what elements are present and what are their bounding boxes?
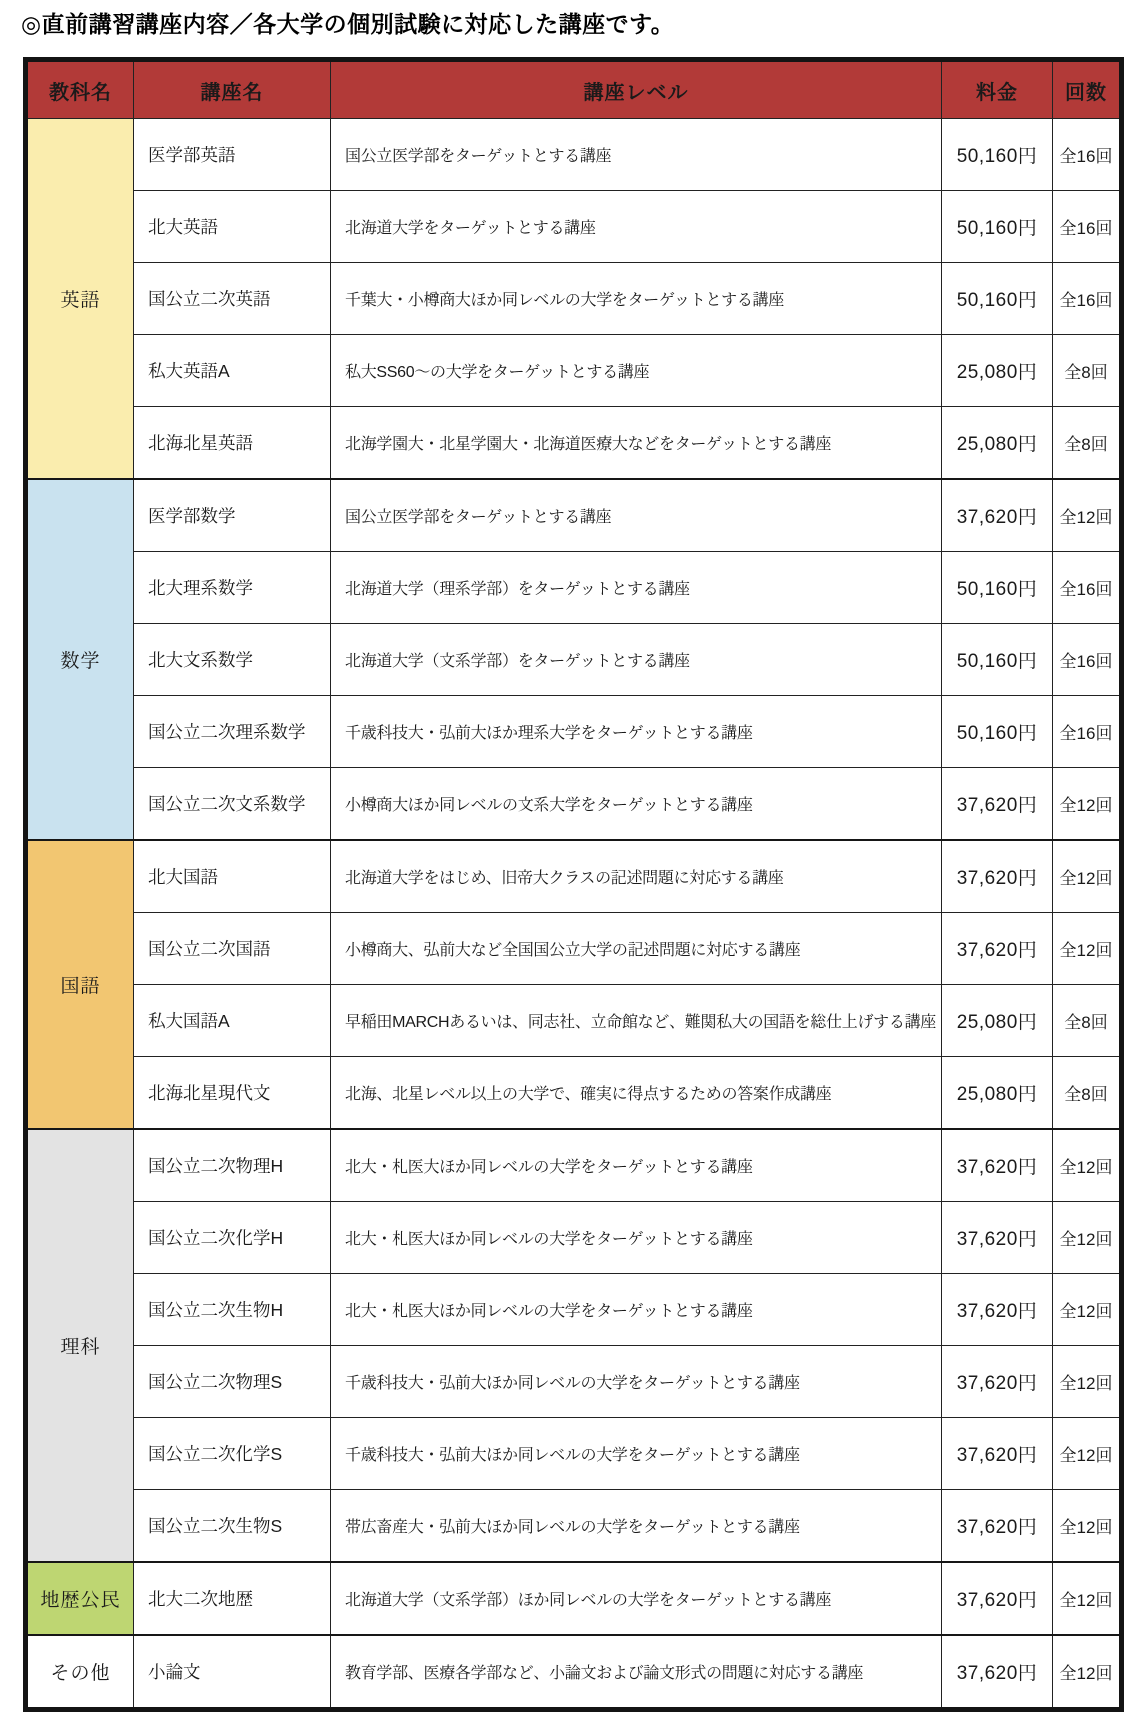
- name-cell: 国公立二次文系数学: [134, 768, 331, 841]
- name-cell: 北大理系数学: [134, 552, 331, 624]
- table-row: [26, 1274, 1122, 1346]
- price-cell: 50,160円: [942, 624, 1053, 696]
- count-cell: 全8回: [1053, 335, 1122, 407]
- price-cell: 37,620円: [942, 1490, 1053, 1563]
- price-cell: 37,620円: [942, 1635, 1053, 1710]
- level-cell: 北海道大学をはじめ、旧帝大クラスの記述問題に対応する講座: [331, 840, 942, 913]
- name-cell: 北大英語: [134, 191, 331, 263]
- price-cell: 37,620円: [942, 1418, 1053, 1490]
- count-cell: 全12回: [1053, 768, 1122, 841]
- count-cell: 全12回: [1053, 1418, 1122, 1490]
- count-cell: 全12回: [1053, 479, 1122, 552]
- header-count: 回数: [1053, 60, 1122, 119]
- header-price: 料金: [942, 60, 1053, 119]
- table-row: [26, 552, 1122, 624]
- level-cell: 北大・札医大ほか同レベルの大学をターゲットとする講座: [331, 1202, 942, 1274]
- count-cell: 全12回: [1053, 1346, 1122, 1418]
- subject-cell: 地歴公民: [26, 1562, 134, 1635]
- table-row: [26, 913, 1122, 985]
- count-cell: 全16回: [1053, 552, 1122, 624]
- table-row: [26, 1490, 1122, 1563]
- name-cell: 私大国語A: [134, 985, 331, 1057]
- table-row: [26, 1562, 1122, 1635]
- level-cell: 千歳科技大・弘前大ほか理系大学をターゲットとする講座: [331, 696, 942, 768]
- count-cell: 全12回: [1053, 1562, 1122, 1635]
- table-row: [26, 840, 1122, 913]
- name-cell: 北海北星現代文: [134, 1057, 331, 1130]
- price-cell: 37,620円: [942, 1562, 1053, 1635]
- price-cell: 50,160円: [942, 191, 1053, 263]
- table-header: [26, 60, 1122, 119]
- count-cell: 全16回: [1053, 624, 1122, 696]
- header-subject: 教科名: [26, 60, 134, 119]
- level-cell: 小樽商大ほか同レベルの文系大学をターゲットとする講座: [331, 768, 942, 841]
- table-row: [26, 1418, 1122, 1490]
- name-cell: 北大文系数学: [134, 624, 331, 696]
- name-cell: 国公立二次物理H: [134, 1129, 331, 1202]
- table-row: [26, 407, 1122, 480]
- price-cell: 37,620円: [942, 479, 1053, 552]
- count-cell: 全12回: [1053, 840, 1122, 913]
- price-cell: 37,620円: [942, 1129, 1053, 1202]
- name-cell: 国公立二次化学S: [134, 1418, 331, 1490]
- level-cell: 北海、北星レベル以上の大学で、確実に得点するための答案作成講座: [331, 1057, 942, 1130]
- count-cell: 全16回: [1053, 119, 1122, 191]
- table-row: [26, 191, 1122, 263]
- count-cell: 全16回: [1053, 191, 1122, 263]
- name-cell: 国公立二次生物S: [134, 1490, 331, 1563]
- count-cell: 全12回: [1053, 913, 1122, 985]
- name-cell: 北大国語: [134, 840, 331, 913]
- price-cell: 25,080円: [942, 1057, 1053, 1130]
- table-row: [26, 985, 1122, 1057]
- table-row: [26, 1346, 1122, 1418]
- price-cell: 25,080円: [942, 407, 1053, 480]
- level-cell: 千歳科技大・弘前大ほか同レベルの大学をターゲットとする講座: [331, 1418, 942, 1490]
- level-cell: 国公立医学部をターゲットとする講座: [331, 119, 942, 191]
- level-cell: 小樽商大、弘前大など全国国公立大学の記述問題に対応する講座: [331, 913, 942, 985]
- name-cell: 国公立二次理系数学: [134, 696, 331, 768]
- level-cell: 北海道大学（文系学部）ほか同レベルの大学をターゲットとする講座: [331, 1562, 942, 1635]
- name-cell: 国公立二次生物H: [134, 1274, 331, 1346]
- price-cell: 50,160円: [942, 696, 1053, 768]
- level-cell: 北大・札医大ほか同レベルの大学をターゲットとする講座: [331, 1274, 942, 1346]
- table-body: [26, 119, 1122, 1710]
- price-cell: 37,620円: [942, 768, 1053, 841]
- level-cell: 教育学部、医療各学部など、小論文および論文形式の問題に対応する講座: [331, 1635, 942, 1710]
- name-cell: 国公立二次国語: [134, 913, 331, 985]
- subject-cell: 理科: [26, 1129, 134, 1562]
- table-row: [26, 1129, 1122, 1202]
- table-row: [26, 1057, 1122, 1130]
- name-cell: 北海北星英語: [134, 407, 331, 480]
- name-cell: 医学部英語: [134, 119, 331, 191]
- level-cell: 北海学園大・北星学園大・北海道医療大などをターゲットとする講座: [331, 407, 942, 480]
- count-cell: 全16回: [1053, 696, 1122, 768]
- level-cell: 千歳科技大・弘前大ほか同レベルの大学をターゲットとする講座: [331, 1346, 942, 1418]
- count-cell: 全12回: [1053, 1490, 1122, 1563]
- subject-cell: 国語: [26, 840, 134, 1129]
- level-cell: 帯広畜産大・弘前大ほか同レベルの大学をターゲットとする講座: [331, 1490, 942, 1563]
- price-cell: 25,080円: [942, 335, 1053, 407]
- count-cell: 全8回: [1053, 985, 1122, 1057]
- table-row: [26, 1635, 1122, 1710]
- level-cell: 北大・札医大ほか同レベルの大学をターゲットとする講座: [331, 1129, 942, 1202]
- price-cell: 37,620円: [942, 1202, 1053, 1274]
- level-cell: 北海道大学（文系学部）をターゲットとする講座: [331, 624, 942, 696]
- price-cell: 50,160円: [942, 552, 1053, 624]
- name-cell: 小論文: [134, 1635, 331, 1710]
- level-cell: 北海道大学をターゲットとする講座: [331, 191, 942, 263]
- header-row: [26, 60, 1122, 119]
- subject-cell: 英語: [26, 119, 134, 480]
- page-title: ◎直前講習講座内容／各大学の個別試験に対応した講座です。: [21, 11, 675, 37]
- table-row: [26, 1202, 1122, 1274]
- name-cell: 国公立二次物理S: [134, 1346, 331, 1418]
- header-course-name: 講座名: [134, 60, 331, 119]
- subject-cell: 数学: [26, 479, 134, 840]
- count-cell: 全8回: [1053, 1057, 1122, 1130]
- level-cell: 千葉大・小樽商大ほか同レベルの大学をターゲットとする講座: [331, 263, 942, 335]
- header-course-level: 講座レベル: [331, 60, 942, 119]
- level-cell: 早稲田MARCHあるいは、同志社、立命館など、難関私大の国語を総仕上げする講座: [331, 985, 942, 1057]
- table-row: [26, 479, 1122, 552]
- name-cell: 国公立二次化学H: [134, 1202, 331, 1274]
- course-table: [23, 57, 1124, 1712]
- table-row: [26, 624, 1122, 696]
- count-cell: 全12回: [1053, 1129, 1122, 1202]
- name-cell: 国公立二次英語: [134, 263, 331, 335]
- count-cell: 全12回: [1053, 1202, 1122, 1274]
- count-cell: 全16回: [1053, 263, 1122, 335]
- name-cell: 私大英語A: [134, 335, 331, 407]
- table-row: [26, 119, 1122, 191]
- count-cell: 全8回: [1053, 407, 1122, 480]
- table-row: [26, 768, 1122, 841]
- price-cell: 50,160円: [942, 119, 1053, 191]
- price-cell: 37,620円: [942, 1274, 1053, 1346]
- count-cell: 全12回: [1053, 1635, 1122, 1710]
- level-cell: 私大SS60〜の大学をターゲットとする講座: [331, 335, 942, 407]
- price-cell: 50,160円: [942, 263, 1053, 335]
- table-row: [26, 696, 1122, 768]
- count-cell: 全12回: [1053, 1274, 1122, 1346]
- price-cell: 37,620円: [942, 913, 1053, 985]
- subject-cell: その他: [26, 1635, 134, 1710]
- level-cell: 北海道大学（理系学部）をターゲットとする講座: [331, 552, 942, 624]
- price-cell: 37,620円: [942, 840, 1053, 913]
- table-row: [26, 263, 1122, 335]
- table-row: [26, 335, 1122, 407]
- name-cell: 医学部数学: [134, 479, 331, 552]
- price-cell: 25,080円: [942, 985, 1053, 1057]
- level-cell: 国公立医学部をターゲットとする講座: [331, 479, 942, 552]
- name-cell: 北大二次地歴: [134, 1562, 331, 1635]
- price-cell: 37,620円: [942, 1346, 1053, 1418]
